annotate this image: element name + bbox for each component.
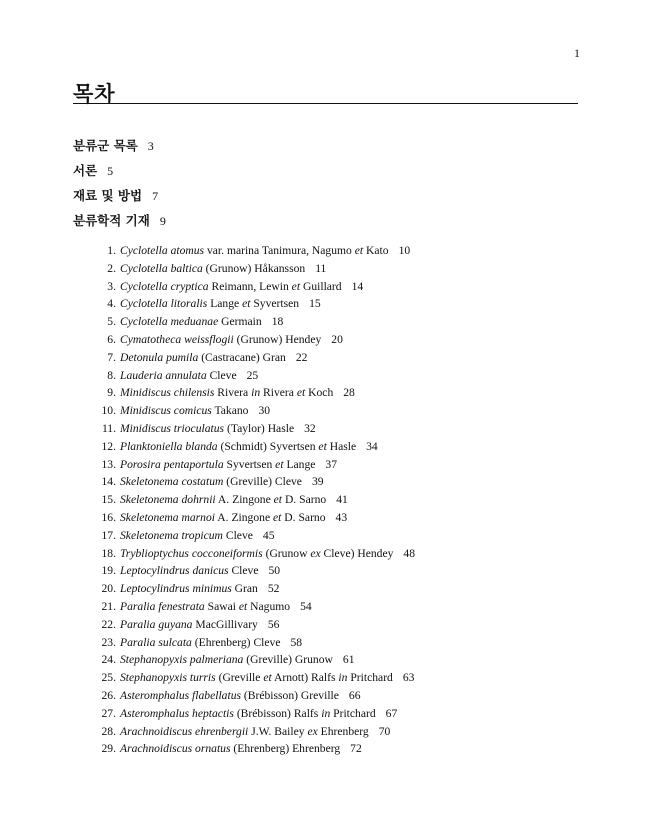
entry-name: Arachnoidiscus ornatus (Ehrenberg) Ehrenberg [120,742,341,756]
list-item [96,509,415,527]
entry-number: 27. [101,706,116,720]
list-item [96,313,415,331]
entry-number: 16. [101,510,116,524]
entry-page-number: 52 [267,582,280,596]
entry-page-number: 10 [398,244,411,257]
entry-number: 20. [101,582,116,596]
entry-page-number: 45 [262,528,275,542]
entry-page-number: 11 [315,261,327,275]
entry-number: 17. [101,528,116,542]
list-item [96,598,415,616]
list-item [96,545,415,563]
entry-number: 10. [101,404,116,418]
section-page-number: 7 [152,189,159,203]
entry-number: 18. [101,546,116,560]
entry-number: 6. [107,332,116,346]
entry-name: Cyclotella cryptica Reimann, Lewin et Guillard [120,279,342,293]
entry-number: 12. [101,439,116,453]
entry-page-number: 20 [331,332,343,346]
list-item [96,473,415,491]
entry-page-number: 41 [336,493,348,507]
list-item [96,367,415,385]
entry-number: 1. [107,244,116,257]
entry-name: Cymatotheca weissflogii (Grunow) Hendey [120,332,322,346]
entry-page-number: 54 [300,599,312,613]
list-item [96,562,415,580]
entry-number: 26. [101,688,116,702]
list-item [96,527,415,545]
entry-page-number: 50 [268,564,281,578]
entry-name: Asteromphalus heptactis (Brébisson) Ralfs in Pritchard [120,706,376,720]
entry-name: Minidiscus chilensis Rivera in Rivera et Koch [120,386,334,400]
entry-number: 3. [107,279,116,293]
entry-name: Leptocylindrus minimus Gran [120,582,258,596]
entry-name: Skeletonema dohrnii A. Zingone et D. Sarno [120,493,327,507]
list-item [96,438,415,456]
entry-number: 14. [101,475,116,489]
list-item [96,651,415,669]
entry-number: 13. [101,457,116,471]
entry-name: Planktoniella blanda (Schmidt) Syvertsen et Hasle [120,439,357,453]
entry-page-number: 32 [304,421,316,435]
page-title: 목차 [73,82,116,106]
list-item [96,242,415,260]
entry-page-number: 43 [335,510,348,524]
list-item [96,580,415,598]
entry-number: 7. [107,350,116,364]
section-item-taxa-list [73,136,166,161]
entry-name: Asteromphalus flabellatus (Brébisson) Greville [120,688,339,702]
list-item [96,705,415,723]
list-item [96,740,415,758]
section-title: 분류학적 기재 [73,213,150,228]
entry-page-number: 48 [403,546,416,560]
entry-name: Cyclotella meduanae Germain [120,315,262,329]
entry-page-number: 58 [290,635,303,649]
entry-number: 5. [107,315,116,329]
entry-name: Porosira pentaportula Syvertsen et Lange [120,457,316,471]
entry-name: Stephanopyxis palmeriana (Greville) Grunow [120,653,333,667]
entry-name: Trybliоptychus cocconeiformis (Grunow ex Cleve) Hendey [120,546,394,560]
entry-name: Cyclotella baltica (Grunow) Håkansson [120,261,306,275]
section-page-number: 5 [107,164,114,178]
entry-name: Cyclotella atomus var. marina Tanimura, Nagumo et Kato [120,244,389,257]
entry-page-number: 66 [348,688,361,702]
entry-number: 11. [101,421,116,435]
entry-name: Cyclotella litoralis Lange et Syvertsen [120,297,300,311]
entry-number: 8. [107,368,116,382]
entry-name: Skeletonema marnoi A. Zingone et D. Sarno [120,510,326,524]
list-item [96,331,415,349]
entry-number: 29. [101,742,116,756]
section-page-number: 3 [147,139,154,153]
list-item [96,687,415,705]
section-title: 재료 및 방법 [73,188,143,203]
section-item-taxonomic-description [73,211,166,236]
list-item [96,402,415,420]
species-entry-list [96,242,415,758]
entry-page-number: 14 [351,279,364,293]
entry-name: Minidiscus comicus Takano [120,404,249,418]
entry-page-number: 25 [246,368,259,382]
section-item-introduction [73,161,166,186]
list-item [96,491,415,509]
section-list [73,136,166,236]
entry-number: 15. [101,493,116,507]
list-item [96,616,415,634]
entry-name: Minidiscus trioculatus (Taylor) Hasle [120,421,295,435]
entry-number: 2. [107,261,116,275]
entry-page-number: 34 [366,439,378,453]
list-item [96,260,415,278]
entry-name: Lauderia annulata Cleve [120,368,237,382]
list-item [96,278,415,296]
list-item [96,634,415,652]
page-number: 1 [574,46,580,60]
entry-number: 21. [101,599,116,613]
entry-page-number: 18 [271,315,284,329]
title-rule [73,103,578,104]
entry-page-number: 67 [385,706,398,720]
list-item [96,669,415,687]
list-item [96,295,415,313]
entry-number: 23. [101,635,116,649]
list-item [96,384,415,402]
entry-name: Detonula pumila (Castracane) Gran [120,350,286,364]
list-item [96,420,415,438]
entry-number: 22. [101,617,116,631]
entry-name: Paralia fenestrata Sawai et Nagumo [120,599,291,613]
entry-page-number: 15 [309,297,321,311]
entry-page-number: 28 [343,386,355,400]
entry-name: Paralia sulcata (Ehrenberg) Cleve [120,635,281,649]
section-page-number: 9 [159,214,166,228]
entry-name: Skeletonema tropicum Cleve [120,528,253,542]
entry-name: Leptocylindrus danicus Cleve [120,564,259,578]
entry-number: 24. [101,653,116,667]
entry-page-number: 61 [342,653,355,667]
entry-name: Paralia guyana MacGillivary [120,617,258,631]
entry-number: 25. [101,671,116,685]
entry-page-number: 63 [402,671,415,685]
section-title: 서론 [73,163,98,178]
entry-page-number: 70 [378,724,391,738]
entry-number: 19. [101,564,116,578]
entry-page-number: 22 [295,350,308,364]
list-item [96,456,415,474]
entry-page-number: 39 [311,475,324,489]
list-item [96,723,415,741]
entry-name: Arachnoidiscus ehrenbergii J.W. Bailey ex Ehrenberg [120,724,369,738]
list-item [96,349,415,367]
entry-page-number: 56 [267,617,280,631]
section-title: 분류군 목록 [73,138,138,153]
entry-page-number: 30 [258,404,271,418]
section-item-materials-methods [73,186,166,211]
entry-page-number: 72 [350,742,362,756]
entry-number: 28. [101,724,116,738]
entry-name: Stephanopyxis turris (Greville et Arnott) Ralfs in Pritchard [120,671,393,685]
entry-number: 4. [107,297,116,311]
entry-number: 9. [107,386,116,400]
entry-page-number: 37 [325,457,338,471]
entry-name: Skeletonema costatum (Greville) Cleve [120,475,302,489]
